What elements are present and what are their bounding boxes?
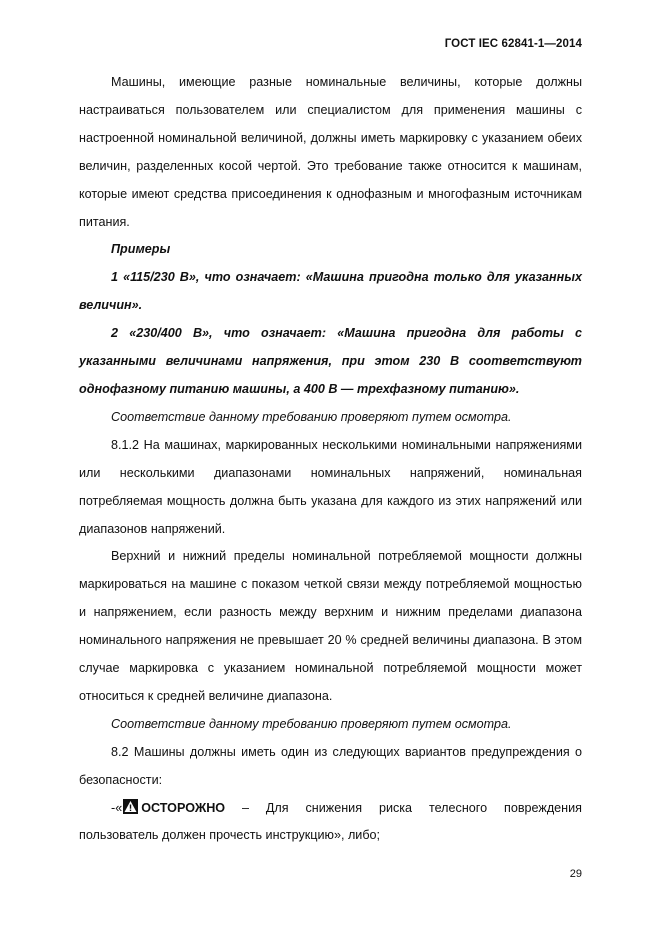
- warning-label: ОСТОРОЖНО: [141, 800, 226, 815]
- paragraph-rated-values: Машины, имеющие разные номинальные величины, которые должны настраиваться пользователем или специалистом для применения машины с настроенной номинальной величиной, должны иметь маркировку с указанием обеих величин, разделенных косой чертой. Это требование также относится к машинам, которые имеют средства присоединения к однофазным и многофазным источникам питания.: [79, 75, 582, 229]
- document-code-header: ГОСТ IEC 62841-1—2014: [444, 38, 582, 50]
- warning-prefix: -«: [111, 800, 123, 815]
- examples-heading: Примеры: [111, 242, 171, 257]
- page-body: [79, 69, 582, 850]
- paragraph-8-1-2: 8.1.2 На машинах, маркированных несколькими номинальными напряжениями или несколькими диапазонами номинальных напряжений, номинальная потребляемая мощность должна быть указана для каждого из этих напряжений или диапазонов напряжений.: [79, 437, 582, 536]
- example-1: 1 «115/230 В», что означает: «Машина пригодна только для указанных величин».: [79, 270, 582, 313]
- example-2: 2 «230/400 В», что означает: «Машина пригодна для работы с указанными величинами напряжения, при этом 230 В соответствуют однофазному питанию машины, а 400 В — трехфазному питанию».: [79, 326, 582, 396]
- compliance-note-1: Соответствие данному требованию проверяют путем осмотра.: [111, 409, 512, 424]
- compliance-note-2: Соответствие данному требованию проверяют путем осмотра.: [111, 716, 512, 731]
- paragraph-8-2: 8.2 Машины должны иметь один из следующих вариантов предупреждения о безопасности:: [79, 744, 582, 787]
- paragraph-power-limits: Верхний и нижний пределы номинальной потребляемой мощности должны маркироваться на машине с показом четкой связи между потребляемой мощностью и напряжением, если разность между верхним и нижним пределами диапазона номинального напряжения не превышает 20 % средней величины диапазона. В этом случае маркировка с указанием номинальной потребляемой мощности может относиться к средней величине диапазона.: [79, 549, 582, 703]
- page-number: 29: [569, 868, 582, 880]
- warning-text: – Для снижения риска телесного повреждения пользователь должен прочесть инструкцию», либо;: [79, 800, 582, 843]
- warning-paragraph: [79, 795, 582, 851]
- warning-triangle-icon: [123, 799, 138, 814]
